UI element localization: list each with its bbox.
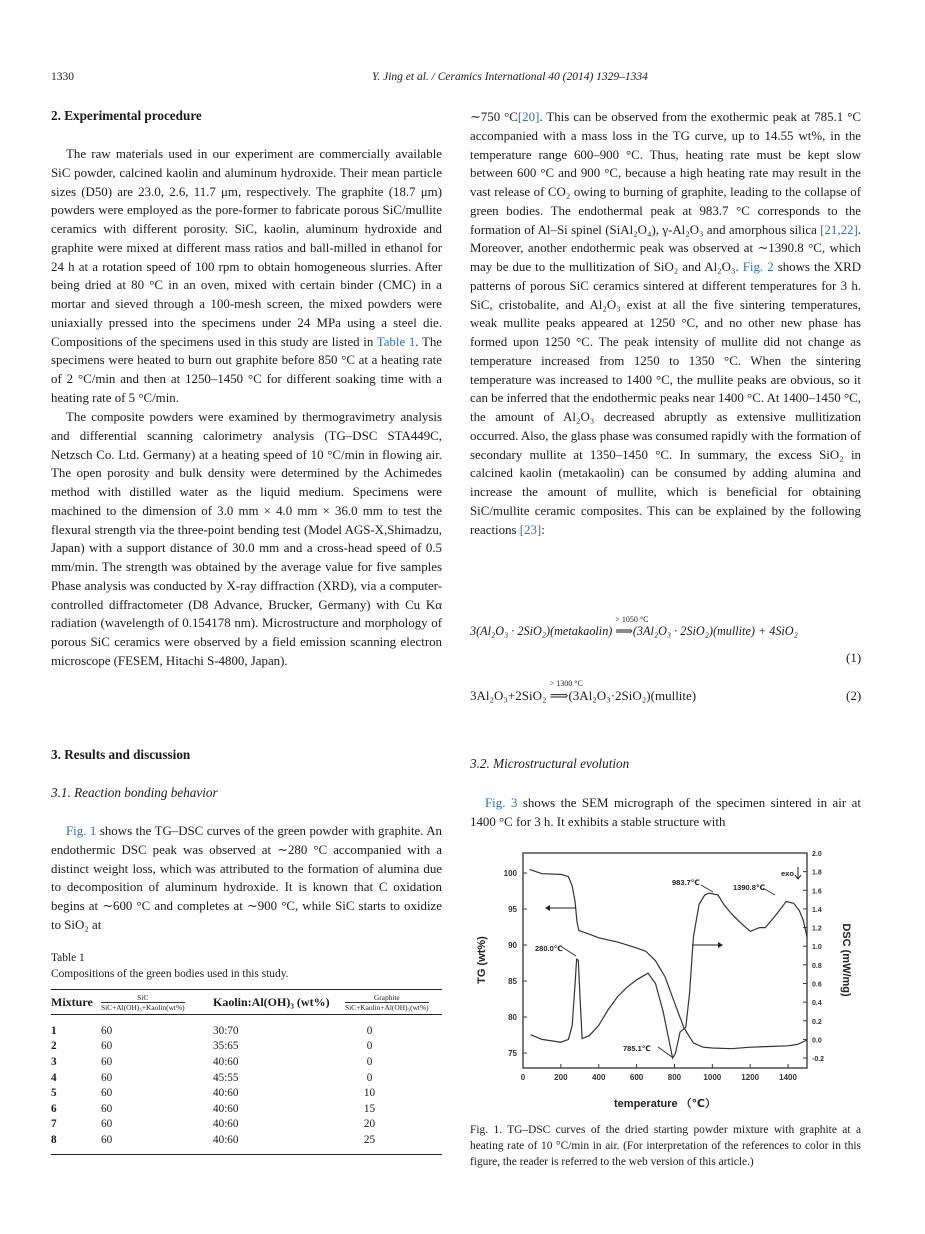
annotation-pointer — [701, 885, 713, 892]
dsc-curve — [531, 893, 807, 1058]
equation-1-number: (1) — [846, 650, 862, 665]
eq1-lhs: 3(Al₂O₃ · 2SiO₂)(metakaolin) — [470, 624, 613, 638]
table-cell: 60 — [101, 1102, 113, 1115]
eq1-condition: > 1050 °C — [615, 615, 649, 624]
tg-dsc-figure — [465, 840, 865, 1120]
graphite-numerator: Graphite — [345, 993, 429, 1003]
section-3-1-title: 3.1. Reaction bonding behavior — [51, 785, 218, 800]
table-cell: 0 — [366, 1071, 373, 1084]
eq2-arrow — [549, 679, 583, 704]
table-cell: 15 — [363, 1102, 376, 1115]
table-cell: 8 — [51, 1132, 101, 1154]
table-row — [51, 1085, 442, 1101]
table-cell: 2 — [51, 1040, 57, 1053]
y2-tick-label: 0.8 — [812, 962, 822, 970]
table-caption: Compositions of the green bodies used in this study. — [51, 967, 289, 980]
equation-1 — [470, 615, 861, 639]
compositions-table — [51, 989, 442, 1155]
x-tick-label: 1400 — [779, 1073, 797, 1082]
table-row — [51, 1101, 442, 1117]
col-header-mixture: Mixture — [51, 990, 101, 1015]
table-cell: 35:65 — [213, 1040, 239, 1053]
table-1 — [51, 951, 442, 1155]
y-tick-label: 80 — [508, 1013, 517, 1022]
table-cell: 20 — [363, 1118, 376, 1131]
section-3-title: 3. Results and discussion — [51, 747, 191, 762]
table-cell: 40:60 — [213, 1132, 345, 1154]
y-tick-label: 100 — [503, 869, 517, 878]
table-cell: 45:55 — [213, 1071, 239, 1084]
eq2-rhs: (3Al₂O₃·2SiO₂)(mullite) — [568, 688, 697, 703]
y2-tick-label: 0.2 — [812, 1018, 822, 1026]
paragraph-text: shows the SEM micrograph of the specimen sintered in air at 1400 °C for 3 h. It exhibits a stable structure with — [470, 796, 861, 829]
reference-link[interactable]: Fig. 1 — [66, 824, 97, 838]
table-cell: 6 — [51, 1102, 57, 1115]
x-tick-label: 1000 — [703, 1073, 722, 1082]
table-row — [51, 1132, 442, 1154]
paragraph-text: The raw materials used in our experiment are commercially available SiC powder, calcined kaolin and aluminum hydroxide. Their mean particle sizes (D50) are 23.0, 2.6, 11.7 μm, respectively. The graphite (18.7 μm) powders were employed as the pore-former to fabricate porous SiC/mullite ceramics with different porosity. SiC, kaolin, aluminum hydroxide and graphite were mixed at different mass ratios and ball-milled in ethanol for 24 h at a rotation speed of 100 rpm to obtain homogeneous slurries. After being dried at 80 °C in an oven, mixed with certain binder (CMC) in a mortar and sieved through a 100-mesh screen, the mixed powders were uniaxially pressed into the specimens under 24 MPa using a steel die. Compositions of the specimens used in this study are listed in — [51, 147, 442, 349]
peak-annotation: exo — [781, 869, 794, 878]
section-3-2-title: 3.2. Microstructural evolution — [470, 756, 630, 771]
peak-annotation: 785.1℃ — [623, 1044, 651, 1053]
implies-arrow-icon: ⟹ — [549, 688, 569, 703]
paragraph-text: : — [541, 522, 545, 537]
y2-tick-label: 1.6 — [812, 888, 822, 896]
paragraph — [470, 794, 861, 832]
paragraph-text: ∼750 °C — [470, 110, 518, 124]
tg-curve — [530, 869, 807, 1048]
y2-tick-label: 1.4 — [812, 906, 822, 914]
table-cell: 4 — [51, 1071, 57, 1084]
equation-2 — [470, 679, 697, 704]
x-tick-label: 400 — [592, 1073, 606, 1082]
y2-axis-title: DSC (mW/mg) — [840, 923, 852, 997]
table-cell: 5 — [51, 1087, 57, 1100]
table-cell: 7 — [51, 1118, 57, 1131]
peak-annotation: 983.7℃ — [672, 878, 700, 887]
eq1-rhs: (3Al₂O₃ · 2SiO₂)(mullite) + 4SiO₂ — [632, 624, 798, 638]
y2-tick-label: 0.4 — [812, 1000, 822, 1008]
annotation-pointer — [562, 947, 576, 956]
table-cell: 60 — [101, 1055, 113, 1068]
y-tick-label: 90 — [508, 941, 517, 950]
col-header-sic — [101, 990, 213, 1015]
peak-annotation: 280.0℃ — [535, 944, 563, 953]
y2-tick-label: 1.0 — [812, 944, 822, 952]
x-axis-title: temperature （℃） — [614, 1098, 716, 1110]
reference-link[interactable]: [21,22] — [820, 222, 858, 237]
table-label: Table 1 — [51, 952, 85, 964]
reference-link[interactable]: Fig. 3 — [485, 796, 518, 810]
table-cell: 40:60 — [213, 1055, 239, 1068]
table-row — [51, 1039, 442, 1055]
table-cell: 0 — [366, 1024, 373, 1037]
y-tick-label: 85 — [508, 977, 517, 986]
dsc-axis-arrow-head-icon — [718, 942, 723, 948]
table-row — [51, 1054, 442, 1070]
table-row — [51, 1070, 442, 1086]
table-cell: 60 — [101, 1040, 113, 1053]
page-number: 1330 — [51, 71, 74, 83]
table-cell: 40:60 — [213, 1102, 239, 1115]
paragraph — [51, 145, 442, 408]
x-tick-label: 1200 — [741, 1073, 760, 1082]
running-title: Y. Jing et al. / Ceramics International 40 (2014) 1329–1334 — [372, 71, 648, 83]
paragraph — [470, 108, 861, 539]
x-tick-label: 200 — [554, 1073, 568, 1082]
table-row — [51, 1117, 442, 1133]
eq1-arrow — [615, 615, 649, 639]
x-tick-label: 800 — [667, 1073, 682, 1082]
y-axis-title: TG (wt%) — [476, 936, 488, 984]
paragraph-text: The composite powders were examined by thermogravimetry analysis and differential scanning calorimetry analysis (TG–DSC STA449C, Netzsch Co. Ltd. Germany) at a heating speed of 10 °C/min in flowing air. The open porosity and bulk density were determined by the Achimedes method with distilled water as the liquid medium. Specimens were machined to the dimension of 3.0 mm × 4.0 mm × 36.0 mm to test the flexural strength via the three-point bending test (Model AGS-X,Shimadzu, Japan) with a support distance of 30.0 mm and a cross-head speed of 0.5 mm/min. The strength was obtained by the average value for five samples Phase analysis was conducted by X-ray diffraction (XRD), via a computer-controlled diffractometer (D8 Advance, Brucker, Germany) with Cu Kα radiation (wavelength of 0.154178 nm). Microstructure and morphology of porous SiC ceramics were observed by a field emission scanning electron microscope (FESEM, Hitachi S-4800, Japan). — [51, 410, 442, 668]
table-cell: 3 — [51, 1055, 57, 1068]
table-cell: 60 — [101, 1024, 113, 1037]
peak-annotation: 1390.8℃ — [733, 883, 766, 892]
col-header-kaolin: Kaolin:Al(OH)₃ (wt%) — [213, 990, 345, 1015]
reference-link[interactable]: Table 1 — [376, 334, 416, 349]
y2-tick-label: 0.0 — [812, 1037, 822, 1045]
table-cell: 60 — [101, 1071, 113, 1084]
table-cell: 25 — [345, 1132, 442, 1154]
graphite-denominator: SiC+Kaolin+Al(OH)₃(wt%) — [345, 1003, 429, 1012]
reference-link[interactable]: [23] — [519, 522, 542, 537]
y2-tick-label: -0.2 — [812, 1056, 825, 1064]
x-tick-label: 600 — [629, 1073, 644, 1082]
table-cell: 60 — [101, 1132, 213, 1154]
paragraph-text: shows the TG–DSC curves of the green powder with graphite. An endothermic DSC peak was observed at ∼280 °C accompanied with a distinct weight loss, which was attributed to the formation of alumina due to decomposition of aluminum hydroxide. It is known that C oxidation begins at ∼600 °C and completes at ∼900 °C, while SiC starts to oxidize to SiO₂ at — [51, 824, 443, 932]
y-tick-label: 75 — [508, 1049, 517, 1058]
equation-2-number: (2) — [846, 688, 862, 703]
table-row — [51, 1015, 442, 1039]
tg-axis-arrow-head-icon — [545, 905, 550, 911]
reference-link[interactable]: [20] — [517, 110, 540, 124]
table-cell: 60 — [101, 1087, 113, 1100]
table-cell: 60 — [101, 1118, 113, 1131]
paragraph — [51, 822, 442, 935]
y2-tick-label: 2.0 — [812, 851, 822, 858]
table-cell: 30:70 — [213, 1024, 239, 1037]
y2-tick-label: 0.6 — [812, 981, 822, 989]
section-2-title: 2. Experimental procedure — [51, 108, 202, 123]
eq2-condition: > 1300 °C — [549, 679, 583, 688]
col-header-graphite — [345, 990, 442, 1015]
y2-tick-label: 1.8 — [812, 869, 822, 877]
reference-link[interactable]: Fig. 2 — [742, 260, 774, 274]
paragraph-text: . This can be observed from the exothermic peak at 785.1 °C accompanied with a mass loss in the TG curve, up to 14.55 wt%, in the temperature range 600–900 °C. Thus, heating rate must be kept slow between 600 °C and 900 °C, because a high heating rate may result in the vast release of CO₂ owing to burning of graphite, leading to the collapse of green bodies. The endothermal peak at 983.7 °C corresponds to the formation of Al–Si spinel (SiAl₂O₄), γ-Al₂O₃ and amorphous silica — [470, 110, 861, 237]
table-cell: 40:60 — [213, 1118, 239, 1131]
paragraph — [51, 408, 442, 671]
implies-arrow-icon: ⟹ — [615, 624, 633, 638]
table-cell: 10 — [363, 1087, 376, 1100]
annotation-pointer — [658, 1047, 672, 1057]
paragraph-text: shows the XRD patterns of porous SiC ceramics sintered at different temperatures for 3 h. SiC, cristobalite, and Al₂O₃ exist at all the five sintering temperatures, weak mullite peaks appeared at 1250 °C, and no other new phase has formed upon 1250 °C. The peak intensity of mullite did not change as temperature increased from 1250 to 1350 °C. When the sintering temperature was increased to 1400 °C, the mullite peaks are obvious, so it can be inferred that the endothermic peaks near 1400 °C. At 1400–1450 °C, the amount of Al₂O₃ decreased abruptly as extensive mullitization occurred. Also, the glass phase was consumed rapidly with the formation of secondary mullite at 1350–1450 °C. In summary, the excess SiO₂ in calcined kaolin (metakaolin) can be consumed by adding alumina and increase the amount of mullite, which is beneficial for obtaining SiC/mullite ceramic composites. This can be explained by the following reactions — [470, 260, 862, 537]
sic-denominator: SiC+Al(OH)₃+Kaolin(wt%) — [101, 1003, 185, 1012]
table-cell: 40:60 — [213, 1087, 239, 1100]
sic-numerator: SiC — [101, 993, 185, 1003]
table-cell: 0 — [366, 1055, 373, 1068]
paragraph-text: . The specimens were heated to burn out graphite before 850 °C at a heating rate of 2 °C/min and then at 1250–1450 °C for different soaking time with a heating rate of 5 °C/min. — [51, 334, 442, 405]
table-cell: 0 — [366, 1040, 373, 1053]
figure-caption: Fig. 1. TG–DSC curves of the dried starting powder mixture with graphite at a heating rate of 10 °C/min in air. (For interpretation of the references to color in this figure, the reader is referred to the web version of this article.) — [470, 1124, 861, 1168]
y-tick-label: 95 — [508, 905, 517, 914]
y2-tick-label: 1.2 — [812, 925, 822, 933]
table-cell: 1 — [51, 1024, 57, 1037]
paragraph-text: . Moreover, another endothermic peak was observed at ∼1390.8 °C, which may be due to the mullitization of SiO₂ and Al₂O₃. — [470, 222, 861, 274]
eq2-lhs: 3Al₂O₃+2SiO₂ — [470, 688, 547, 703]
x-tick-label: 0 — [520, 1073, 526, 1082]
